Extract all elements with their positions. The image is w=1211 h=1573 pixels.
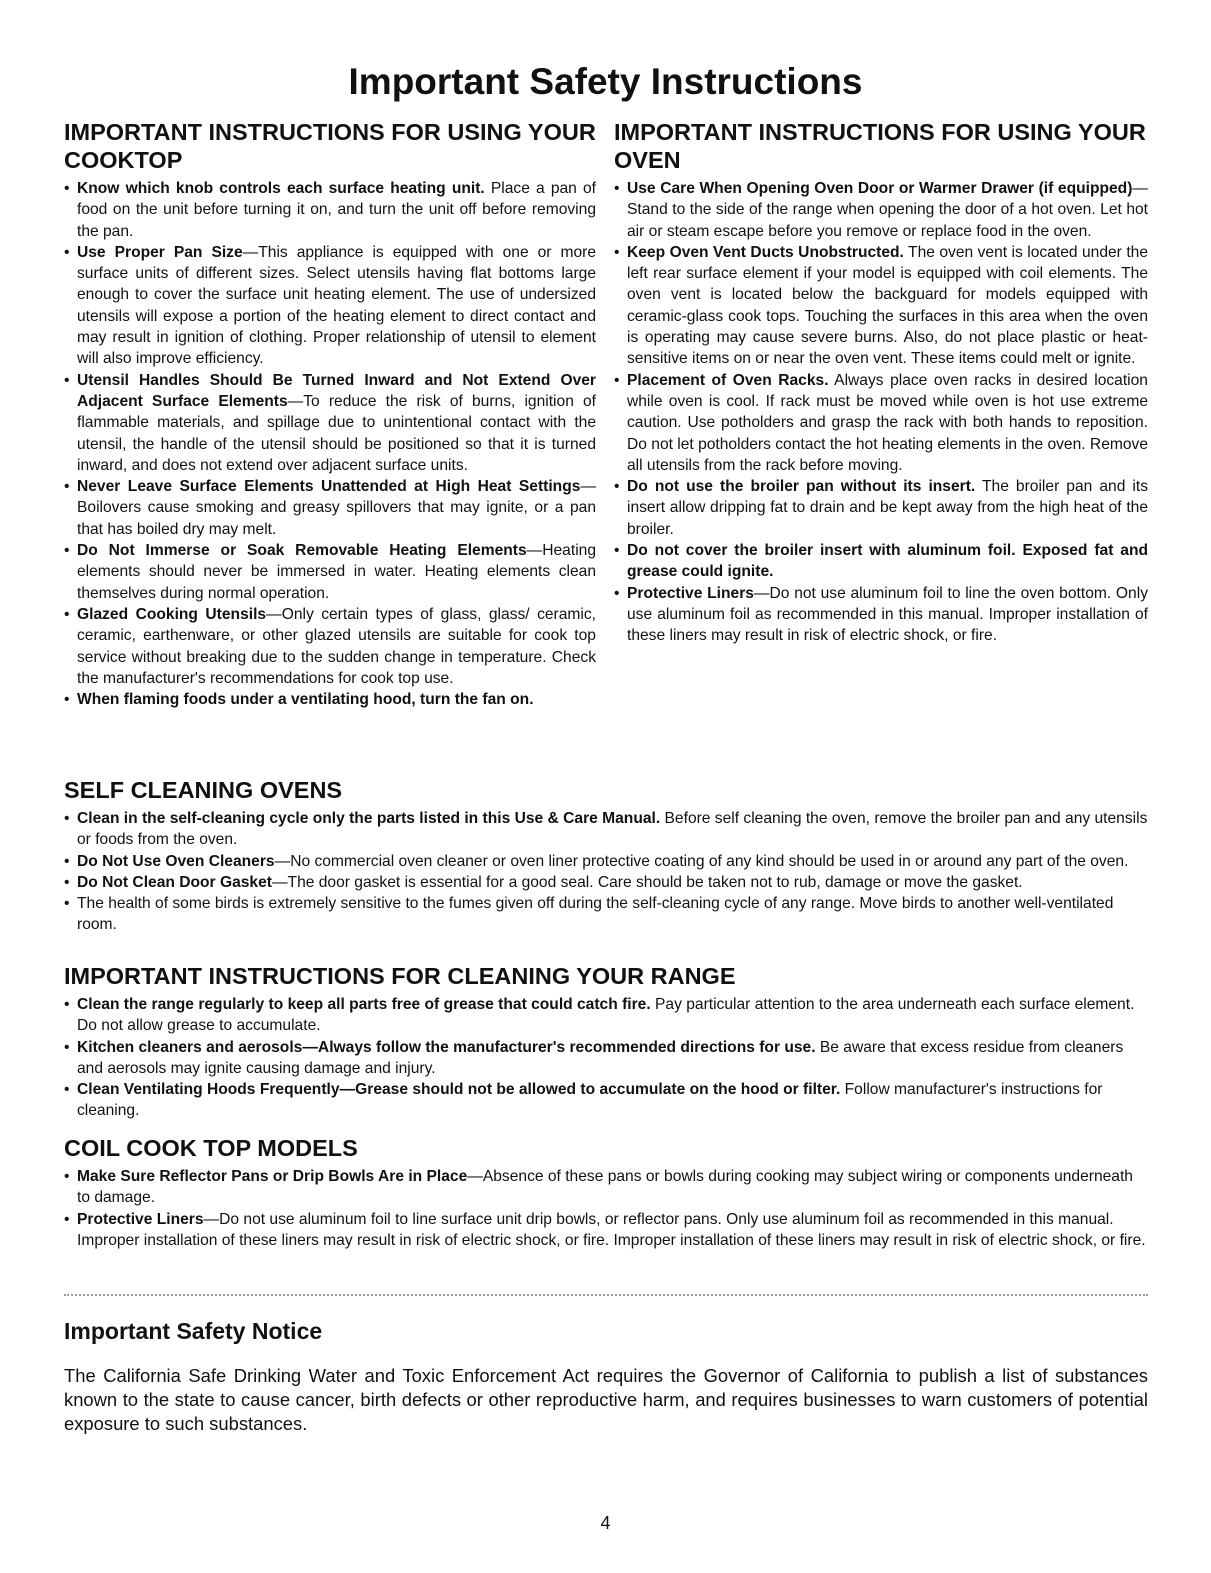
item-text: —Do not use aluminum foil to line surface unit drip bowls, or reflector pans. Only use aluminum foil as recommended in this manual. Improper installation of these liners may result in risk of electric shock, or fire. Improper installation of these liners may result in risk of electric shock, or fire. [77,1210,1146,1249]
cooktop-section [64,118,596,710]
item-lead: Use Proper Pan Size [77,243,243,261]
self-cleaning-section [64,776,1148,936]
item-lead: Clean in the self-cleaning cycle only the parts listed in this Use & Care Manual. [77,810,661,827]
list-item [64,476,596,540]
item-text: The oven vent is located under the left rear surface element if your model is equipped with coil elements. The oven vent is located below the backguard for models equipped with ceramic-glass cook tops. Touching the surfaces in this area when the oven is operating may cause severe burns. Also, do not place plastic or heat-sensitive items on or near the oven vent. These items could melt or ignite. [627,243,1148,368]
oven-list [614,178,1148,647]
coil-cooktop-section [64,1134,1148,1251]
list-item [64,994,1148,1037]
item-lead: Do not cover the broiler insert with aluminum foil. Exposed fat and grease could ignite. [627,542,1148,581]
item-text: —Heating elements should never be immersed in water. Heating elements clean themselves during normal operation. [77,542,596,602]
item-text: The health of some birds is extremely sensitive to the fumes given off during the self-cleaning cycle of any range. Move birds to another well-ventilated room. [77,895,1114,934]
item-text: —Only certain types of glass, glass/ ceramic, ceramic, earthenware, or other glazed utensils are suitable for cook top service without breaking due to the sudden change in temperature. Check the manufacturer's recommendations for cook top use. [77,605,597,687]
item-text: —The door gasket is essential for a good seal. Care should be taken not to rub, damage or move the gasket. [271,873,1023,891]
list-item [64,1079,1148,1122]
item-lead: Do Not Clean Door Gasket [77,873,272,891]
list-item [64,872,1148,893]
oven-section [614,118,1148,647]
oven-heading: IMPORTANT INSTRUCTIONS FOR USING YOUR OVEN [614,119,1146,173]
coil-cooktop-list [64,1166,1148,1251]
item-text: —Boilovers cause smoking and greasy spillovers that may ignite, or a pan that has boiled dry may melt. [77,478,596,538]
item-text: —This appliance is equipped with one or more surface units of different sizes. Select utensils having flat bottoms large enough to cover the surface unit heating element. The use of undersized utensils will expose a portion of the heating element to direct contact and may result in ignition of clothing. Proper relationship of utensil to element will also improve efficiency. [77,243,596,368]
item-lead: Keep Oven Vent Ducts Unobstructed. [627,243,904,261]
page-number: 4 [600,1513,611,1533]
list-item [64,604,596,689]
section-divider [64,1294,1148,1296]
item-text: Be aware that excess residue from cleaners and aerosols may ignite causing damage and injury. [77,1038,1124,1077]
item-lead: Kitchen cleaners and aerosols—Always follow the manufacturer's recommended directions for use. [77,1038,816,1056]
notice-body: The California Safe Drinking Water and Toxic Enforcement Act requires the Governor of California to publish a list of substances known to the state to cause cancer, birth defects or other reproductive harm, and requires businesses to warn customers of potential exposure to such substances. [64,1365,1148,1434]
item-lead: Know which knob controls each surface heating unit. [77,180,485,197]
list-item [614,370,1148,476]
item-text: —No commercial oven cleaner or oven liner protective coating of any kind should be used in or around any part of the oven. [274,852,1129,870]
item-text: —Do not use aluminum foil to line the oven bottom. Only use aluminum foil as recommended in this manual. Improper installation of these liners may result in risk of electric shock, or fire. [627,584,1148,645]
page-title: Important Safety Instructions [348,61,863,102]
item-text: The broiler pan and its insert allow dripping fat to drain and be kept away from the high heat of the broiler. [627,478,1148,538]
item-lead: Make Sure Reflector Pans or Drip Bowls Are in Place [77,1168,468,1185]
item-text: —Stand to the side of the range when opening the door of a hot oven. Let hot air or steam escape before you remove or replace food in the oven. [627,180,1148,240]
item-lead: Utensil Handles Should Be Turned Inward and Not Extend Over Adjacent Surface Elements [77,371,596,410]
list-item [64,893,1148,936]
cleaning-range-list [64,994,1148,1122]
item-text: Pay particular attention to the area underneath each surface element. Do not allow grease to accumulate. [77,996,1135,1035]
item-text: —Absence of these pans or bowls during cooking may subject wiring or components underneath to damage. [77,1168,1133,1207]
cooktop-list [64,178,596,710]
list-item [614,242,1148,370]
self-cleaning-heading: SELF CLEANING OVENS [64,777,343,803]
item-lead: Clean the range regularly to keep all parts free of grease that could catch fire. [77,996,651,1013]
notice-title: Important Safety Notice [64,1318,323,1344]
item-lead: Glazed Cooking Utensils [77,605,267,623]
cooktop-heading: IMPORTANT INSTRUCTIONS FOR USING YOUR COOKTOP [64,119,596,173]
list-item [64,178,596,242]
coil-cooktop-heading: COIL COOK TOP MODELS [64,1135,358,1161]
list-item [64,1209,1148,1252]
item-lead: Clean Ventilating Hoods Frequently—Grease should not be allowed to accumulate on the hood or filter. [77,1081,841,1099]
list-item [614,540,1148,583]
item-lead: Never Leave Surface Elements Unattended at High Heat Settings [77,478,581,496]
item-lead: Do not use the broiler pan without its insert. [627,478,976,496]
cleaning-range-heading: IMPORTANT INSTRUCTIONS FOR CLEANING YOUR RANGE [64,963,736,989]
list-item [64,1037,1148,1080]
self-cleaning-list [64,808,1148,936]
item-text: Before self cleaning the oven, remove the broiler pan and any utensils or foods from the oven. [77,810,1148,849]
item-lead: Do Not Use Oven Cleaners [77,852,275,870]
item-lead: Do Not Immerse or Soak Removable Heating Elements [77,542,527,560]
item-lead: Use Care When Opening Oven Door or Warmer Drawer (if equipped) [627,180,1133,197]
list-item [64,242,596,370]
list-item [64,1166,1148,1209]
item-text: Place a pan of food on the unit before turning it on, and turn the unit off before removing the pan. [77,180,596,240]
item-text: —To reduce the risk of burns, ignition of flammable materials, and spillage due to unintentional contact with the utensil, the handle of the utensil should be positioned so that it is turned inward, and does not extend over adjacent surface units. [77,392,596,474]
list-item [614,178,1148,242]
list-item [64,689,596,710]
list-item [64,808,1148,851]
list-item [64,540,596,604]
list-item [64,851,1148,872]
item-lead: Protective Liners [627,584,754,602]
cleaning-range-section [64,962,1148,1122]
item-text: Follow manufacturer's instructions for cleaning. [77,1081,1103,1120]
list-item [614,476,1148,540]
item-text: Always place oven racks in desired location while oven is cool. If rack must be moved while oven is hot use extreme caution. Use potholders and grasp the rack with both hands to reposition. Do not let potholders contact the hot heating elements in the oven. Remove all utensils from the rack before moving. [627,371,1148,474]
list-item [614,583,1148,647]
list-item [64,370,596,476]
item-lead: Protective Liners [77,1210,204,1228]
item-lead: Placement of Oven Racks. [627,371,829,389]
item-lead: When flaming foods under a ventilating hood, turn the fan on. [77,691,534,709]
